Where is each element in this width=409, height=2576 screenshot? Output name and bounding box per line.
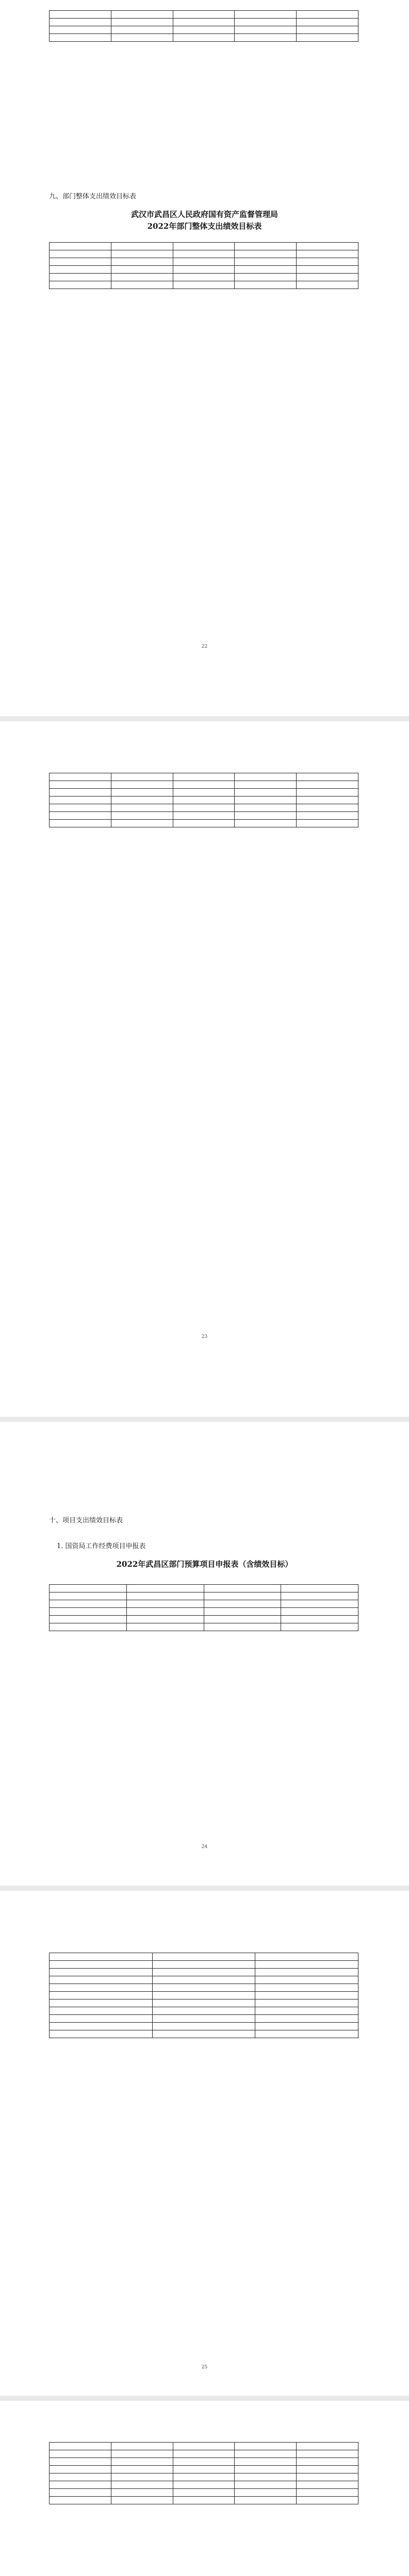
project-funding-table <box>49 1953 358 2038</box>
project-indicators-table <box>49 2442 358 2504</box>
dept-table-title: 武汉市武昌区人民政府国有资产监督管理局 2022年部门整体支出绩效目标表 <box>130 210 278 231</box>
page-break <box>0 716 409 721</box>
project-table-title: 2022年武昌区部门预算项目申报表（含绩效目标） <box>116 1560 293 1569</box>
page-break <box>0 1417 409 1422</box>
page-number: 23 <box>201 1334 208 1340</box>
page-number: 24 <box>201 1844 208 1850</box>
summary-table <box>49 10 358 42</box>
project-declaration-table <box>49 1584 358 1631</box>
dept-performance-table-continued <box>49 773 358 827</box>
section-heading-project-targets: 十、项目支出绩效目标表 <box>49 1517 123 1524</box>
page-break <box>0 1886 409 1891</box>
dept-performance-table <box>49 242 358 289</box>
page-break <box>0 2396 409 2401</box>
section-heading-project-item: 1. 国资局工作经费项目申报表 <box>57 1543 146 1550</box>
section-heading-dept-targets: 九、部门整体支出绩效目标表 <box>49 193 137 200</box>
page-number: 25 <box>201 2365 208 2370</box>
page-number: 22 <box>201 644 208 649</box>
